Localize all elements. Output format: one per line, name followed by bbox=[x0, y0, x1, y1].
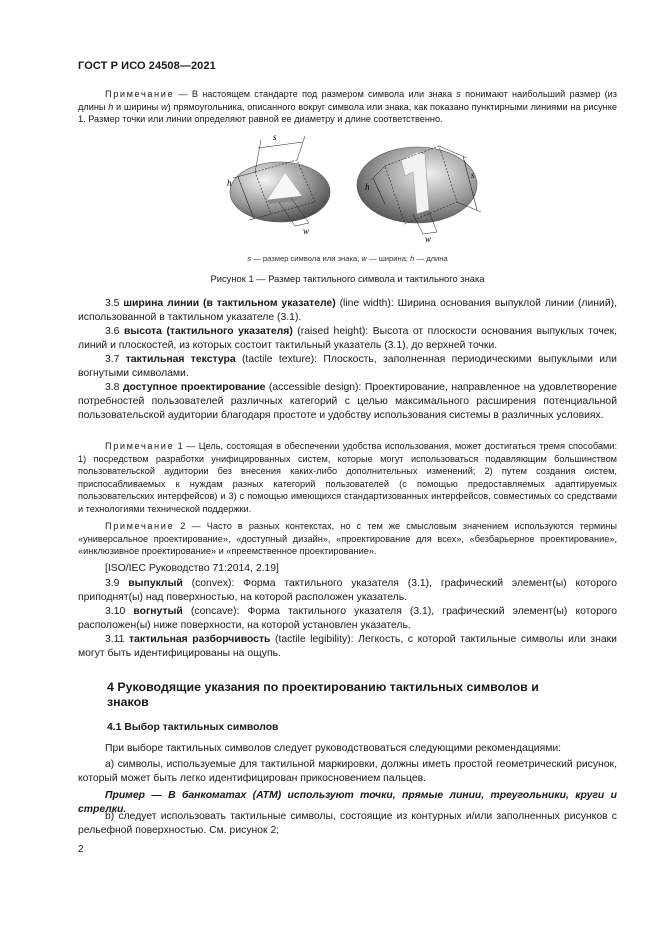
label-w-left: w bbox=[303, 226, 310, 236]
digit-one-sign-disc bbox=[357, 146, 481, 244]
note-label: Примечание bbox=[105, 89, 175, 99]
page-number: 2 bbox=[78, 844, 84, 855]
note-2: Примечание 2 — Часто в разных контекстах, но с тем же смысловым значением используются термины «универсальное проектирование», «доступный дизайн», «проектирование для всех», «безбарьерное проектирование», «инклюзивное проектирование» и «преемственное проектирование». bbox=[78, 521, 617, 557]
figure-legend: s — размер символа или знака; w — ширина; h — длина bbox=[247, 254, 448, 263]
term-3-7: 3.7 тактильная текстура (tactile texture): Плоскость, заполненная периодическими выпуклыми или вогнутыми символами. bbox=[78, 354, 617, 380]
term-3-6: 3.6 высота (тактильного указателя) (raised height): Высота от плоскости основания выпуклых точек, линий и плоскостей, из которых состоит тактильный указатель (3.1), до верхней точки. bbox=[78, 326, 617, 352]
note-figure-size: Примечание — В настоящем стандарте под размером символа или знака s понимают наибольший размер (из длины h и ширины w) прямоугольника, описанного вокруг символа или знака, как показано пунктирными линиями на рисунке 1. Размер точки или линии определяют равной ее диаметру и длине соответственно. bbox=[78, 89, 617, 125]
figure-1-tactile-symbol-sign bbox=[225, 130, 495, 245]
label-h-left: h bbox=[227, 178, 232, 188]
note-1: Примечание 1 — Цель, состоящая в обеспечении удобства использования, может достигаться тремя способами: 1) посредством разработки унифицированных систем, которые могут использоваться подавляющим большинством пользовательской аудитории без внесения каких-либо дополнительных изменений; 2) путем создания систем, приспосабливаемых к нуждам разных категорий пользователей (с помощью предоставляемых адаптируемых пользовательских интерфейсов) и 3) с помощью имеющихся стандартизованных интерфейсов, совместимых со средствами и технологиями технической поддержки. bbox=[78, 441, 617, 514]
term-3-5: 3.5 ширина линии (в тактильном указателе) (line width): Ширина основания выпуклой линии (линий), использованной в тактильном указателе (3.1). bbox=[78, 298, 617, 324]
term-3-9: 3.9 выпуклый (convex): Форма тактильного указателя (3.1), графический элемент(ы) которого приподнят(ы) над поверхностью, на которой расположен указатель. bbox=[78, 578, 617, 604]
term-3-10: 3.10 вогнутый (concave): Форма тактильного указателя (3.1), графический элемент(ы) которого расположен(ы) ниже поверхности, на которой установлен указатель. bbox=[78, 606, 617, 632]
subsection-4-1-heading: 4.1 Выбор тактильных символов bbox=[107, 722, 279, 733]
label-s-left: s bbox=[273, 132, 277, 142]
section-4-1-intro: При выборе тактильных символов следует руководствоваться следующими рекомендациями: bbox=[105, 743, 562, 754]
item-b: b) следует использовать тактильные символы, состоящие из контурных и/или заполненных рисунков с рельефной поверхностью. См. рисунок 2; bbox=[78, 811, 617, 837]
iso-reference: [ISO/IEC Руководство 71:2014, 2.19] bbox=[105, 563, 279, 574]
section-4-heading: 4 Руководящие указания по проектированию тактильных символов и знаков bbox=[107, 680, 539, 709]
term-3-11: 3.11 тактильная разборчивость (tactile legibility): Легкость, с которой тактильные символы или знаки могут быть идентифицированы на ощупь. bbox=[78, 634, 617, 660]
document-header: ГОСТ Р ИСО 24508—2021 bbox=[78, 60, 216, 72]
label-s-right: s bbox=[471, 170, 475, 180]
label-w-right: w bbox=[425, 234, 432, 244]
item-a: а) символы, используемые для тактильной маркировки, должны иметь простой геометрический рисунок, который может быть легко идентифицирован прикосновением пальцев. bbox=[78, 759, 617, 785]
term-3-8: 3.8 доступное проектирование (accessible design): Проектирование, направленное на удовлетворение потребностей пользователей различных категорий с целью максимального расширения потенциальной пользовательской аудитории благодаря простоте и удобству использования системы в различных условиях. bbox=[78, 382, 617, 422]
triangle-symbol-disc bbox=[227, 132, 330, 236]
example-atm: Пример — В банкоматах (АТМ) используют точки, прямые линии, треугольники, круги и стрелки. bbox=[78, 790, 617, 816]
label-h-right: h bbox=[365, 182, 370, 192]
figure-caption: Рисунок 1 — Размер тактильного символа и тактильного знака bbox=[210, 273, 485, 284]
